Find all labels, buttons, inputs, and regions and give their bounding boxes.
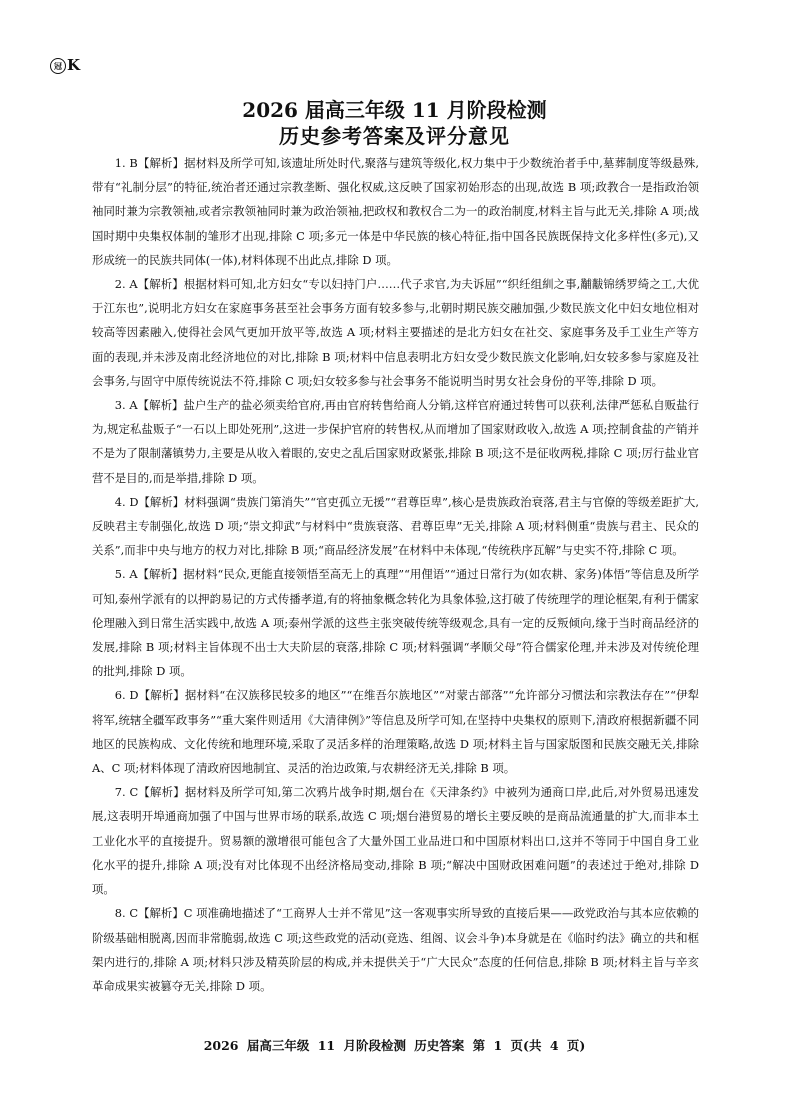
answer-item-6: 6. D【解析】据材料“在汉族移民较多的地区”“在维吾尔族地区”“对蒙古部落”“允许部分习惯法和宗教法存在”“伊犁将军,统辖全疆军政事务”“重大案件则适用《大清律例》”等信息及所学可知,在坚持中央集权的原则下,清政府根据新疆不同地区的民族构成、文化传统和地理环境,采取了灵活多样的治理策略,故选 D 项;材料主旨与国家版图和民族交融无关,排除 A、C 项;材料体现了清政府因地制宜、灵活的治边政策,与农耕经济无关,排除 B 项。: [92, 688, 699, 776]
page-subtitle: 历史参考答案及评分意见: [279, 124, 510, 148]
page-footer: 2026 届高三年级 11 月阶段检测 历史答案 第 1 页(共 4 页): [203, 1038, 586, 1053]
logo-text: K: [67, 56, 81, 74]
answer-item-3: 3. A【解析】盐户生产的盐必须卖给官府,再由官府转售给商人分销,这样官府通过转售可以获利,法律严惩私自贩盐行为,规定私盐贩子“一石以上即处死刑”,这进一步保护官府的转售权,从而增加了国家财政收入,故选 A 项;控制食盐的产销并不是为了限制藩镇势力,主要是从收入着眼的,安史之乱后国家财政紧张,排除 B 项;这不是征收两税,排除 C 项;厉行盐业官营不是目的,而是举措,排除 D 项。: [92, 398, 699, 485]
answer-item-7: 7. C【解析】据材料及所学可知,第二次鸦片战争时期,烟台在《天津条约》中被列为通商口岸,此后,对外贸易迅速发展,这表明开埠通商加强了中国与世界市场的联系,故选 C 项;烟台港贸易的增长主要反映的是商品流通量的扩大,而非本土工业化水平的直接提升。贸易额的激增很可能包含了大量外国工业品进口和中国原材料出口,这并不等同于中国自身工业化水平的提升,排除 A 项;没有对比体现不出经济格局变动,排除 B 项;“解决中国财政困难问题”的表述过于绝对,排除 D 项。: [92, 785, 699, 897]
answer-item-2: 2. A【解析】根据材料可知,北方妇女“专以妇持门户……代子求官,为夫诉屈”“织纴组紃之事,黼黻锦绣罗绮之工,大优于江东也”,说明北方妇女在家庭事务甚至社会事务方面有较多参与,北朝时期民族交融加强,少数民族文化中妇女地位相对较高等因素融入,使得社会风气更加开放平等,故选 A 项;材料主要描述的是北方妇女在社交、家庭事务及手工业生产等方面的表现,并未涉及南北经济地位的对比,排除 B 项;材料中信息表明北方妇女受少数民族文化影响,妇女较多参与家庭及社会事务,与固守中原传统说法不符,排除 C 项;妇女较多参与社会事务不能说明当时男女社会身份的平等,排除 D 项。: [92, 277, 699, 388]
answer-list: [92, 151, 699, 998]
answer-item-1: 1. B【解析】据材料及所学可知,该遗址所处时代,聚落与建筑等级化,权力集中于少数统治者手中,墓葬制度等级悬殊,带有“礼制分层”的特征,统治者还通过宗教垄断、强化权威,这反映了国家初始形态的出现,故选 B 项;政教合一是指政治领袖同时兼为宗教领袖,或者宗教领袖同时兼为政治领袖,把政权和教权合二为一的政治制度,材料主旨与此无关,排除 A 项;战国时期中央集权体制的雏形才出现,排除 C 项;多元一体是中华民族的核心特征,指中国各民族既保持文化多样性(多元),又形成统一的民族共同体(一体),材料体现不出此点,排除 D 项。: [92, 156, 699, 267]
answer-item-5: 5. A【解析】据材料“民众,更能直接领悟至高无上的真理”“用俚语”“通过日常行为(如农耕、家务)体悟”等信息及所学可知,泰州学派有的以押韵易记的方式传播孝道,有的将抽象概念转化为具象体验,这打破了传统理学的理论框架,有利于儒家伦理融入到日常生活实践中,故选 A 项;泰州学派的这些主张突破传统等级观念,具有一定的反叛倾向,缘于当时商品经济的发展,排除 B 项;材料主旨体现不出士大夫阶层的衰落,排除 C 项;材料强调“孝顺父母”符合儒家伦理,并未涉及对传统伦理的批判,排除 D 项。: [92, 567, 699, 679]
brand-logo: [50, 56, 80, 74]
page-title: 2026 届高三年级 11 月阶段检测: [242, 98, 547, 122]
answer-item-4: 4. D【解析】材料强调“贵族门第消失”“官吏孤立无援”“君尊臣卑”,核心是贵族政治衰落,君主与官僚的等级差距扩大,反映君主专制强化,故选 D 项;“崇文抑武”与材料中“贵族衰落、君尊臣卑”无关,排除 A 项;材料侧重“贵族与君主、民众的关系”,而非中央与地方的权力对比,排除 B 项;“商品经济发展”在材料中未体现,“传统秩序瓦解”与史实不符,排除 C 项。: [92, 494, 699, 558]
answer-item-8: 8. C【解析】C 项准确地描述了“工商界人士并不常见”这一客观事实所导致的直接后果——政党政治与其本应依赖的阶级基础相脱离,因而非常脆弱,故选 C 项;这些政党的活动(竞选、组阁、议会斗争)本身就是在《临时约法》确立的共和框架内进行的,排除 A 项;材料只涉及精英阶层的构成,并未提供关于“广大民众”态度的任何信息,排除 B 项;材料主旨与辛亥革命成果实被篡夺无关,排除 D 项。: [92, 906, 699, 993]
logo-badge-icon: 冠: [50, 58, 66, 74]
